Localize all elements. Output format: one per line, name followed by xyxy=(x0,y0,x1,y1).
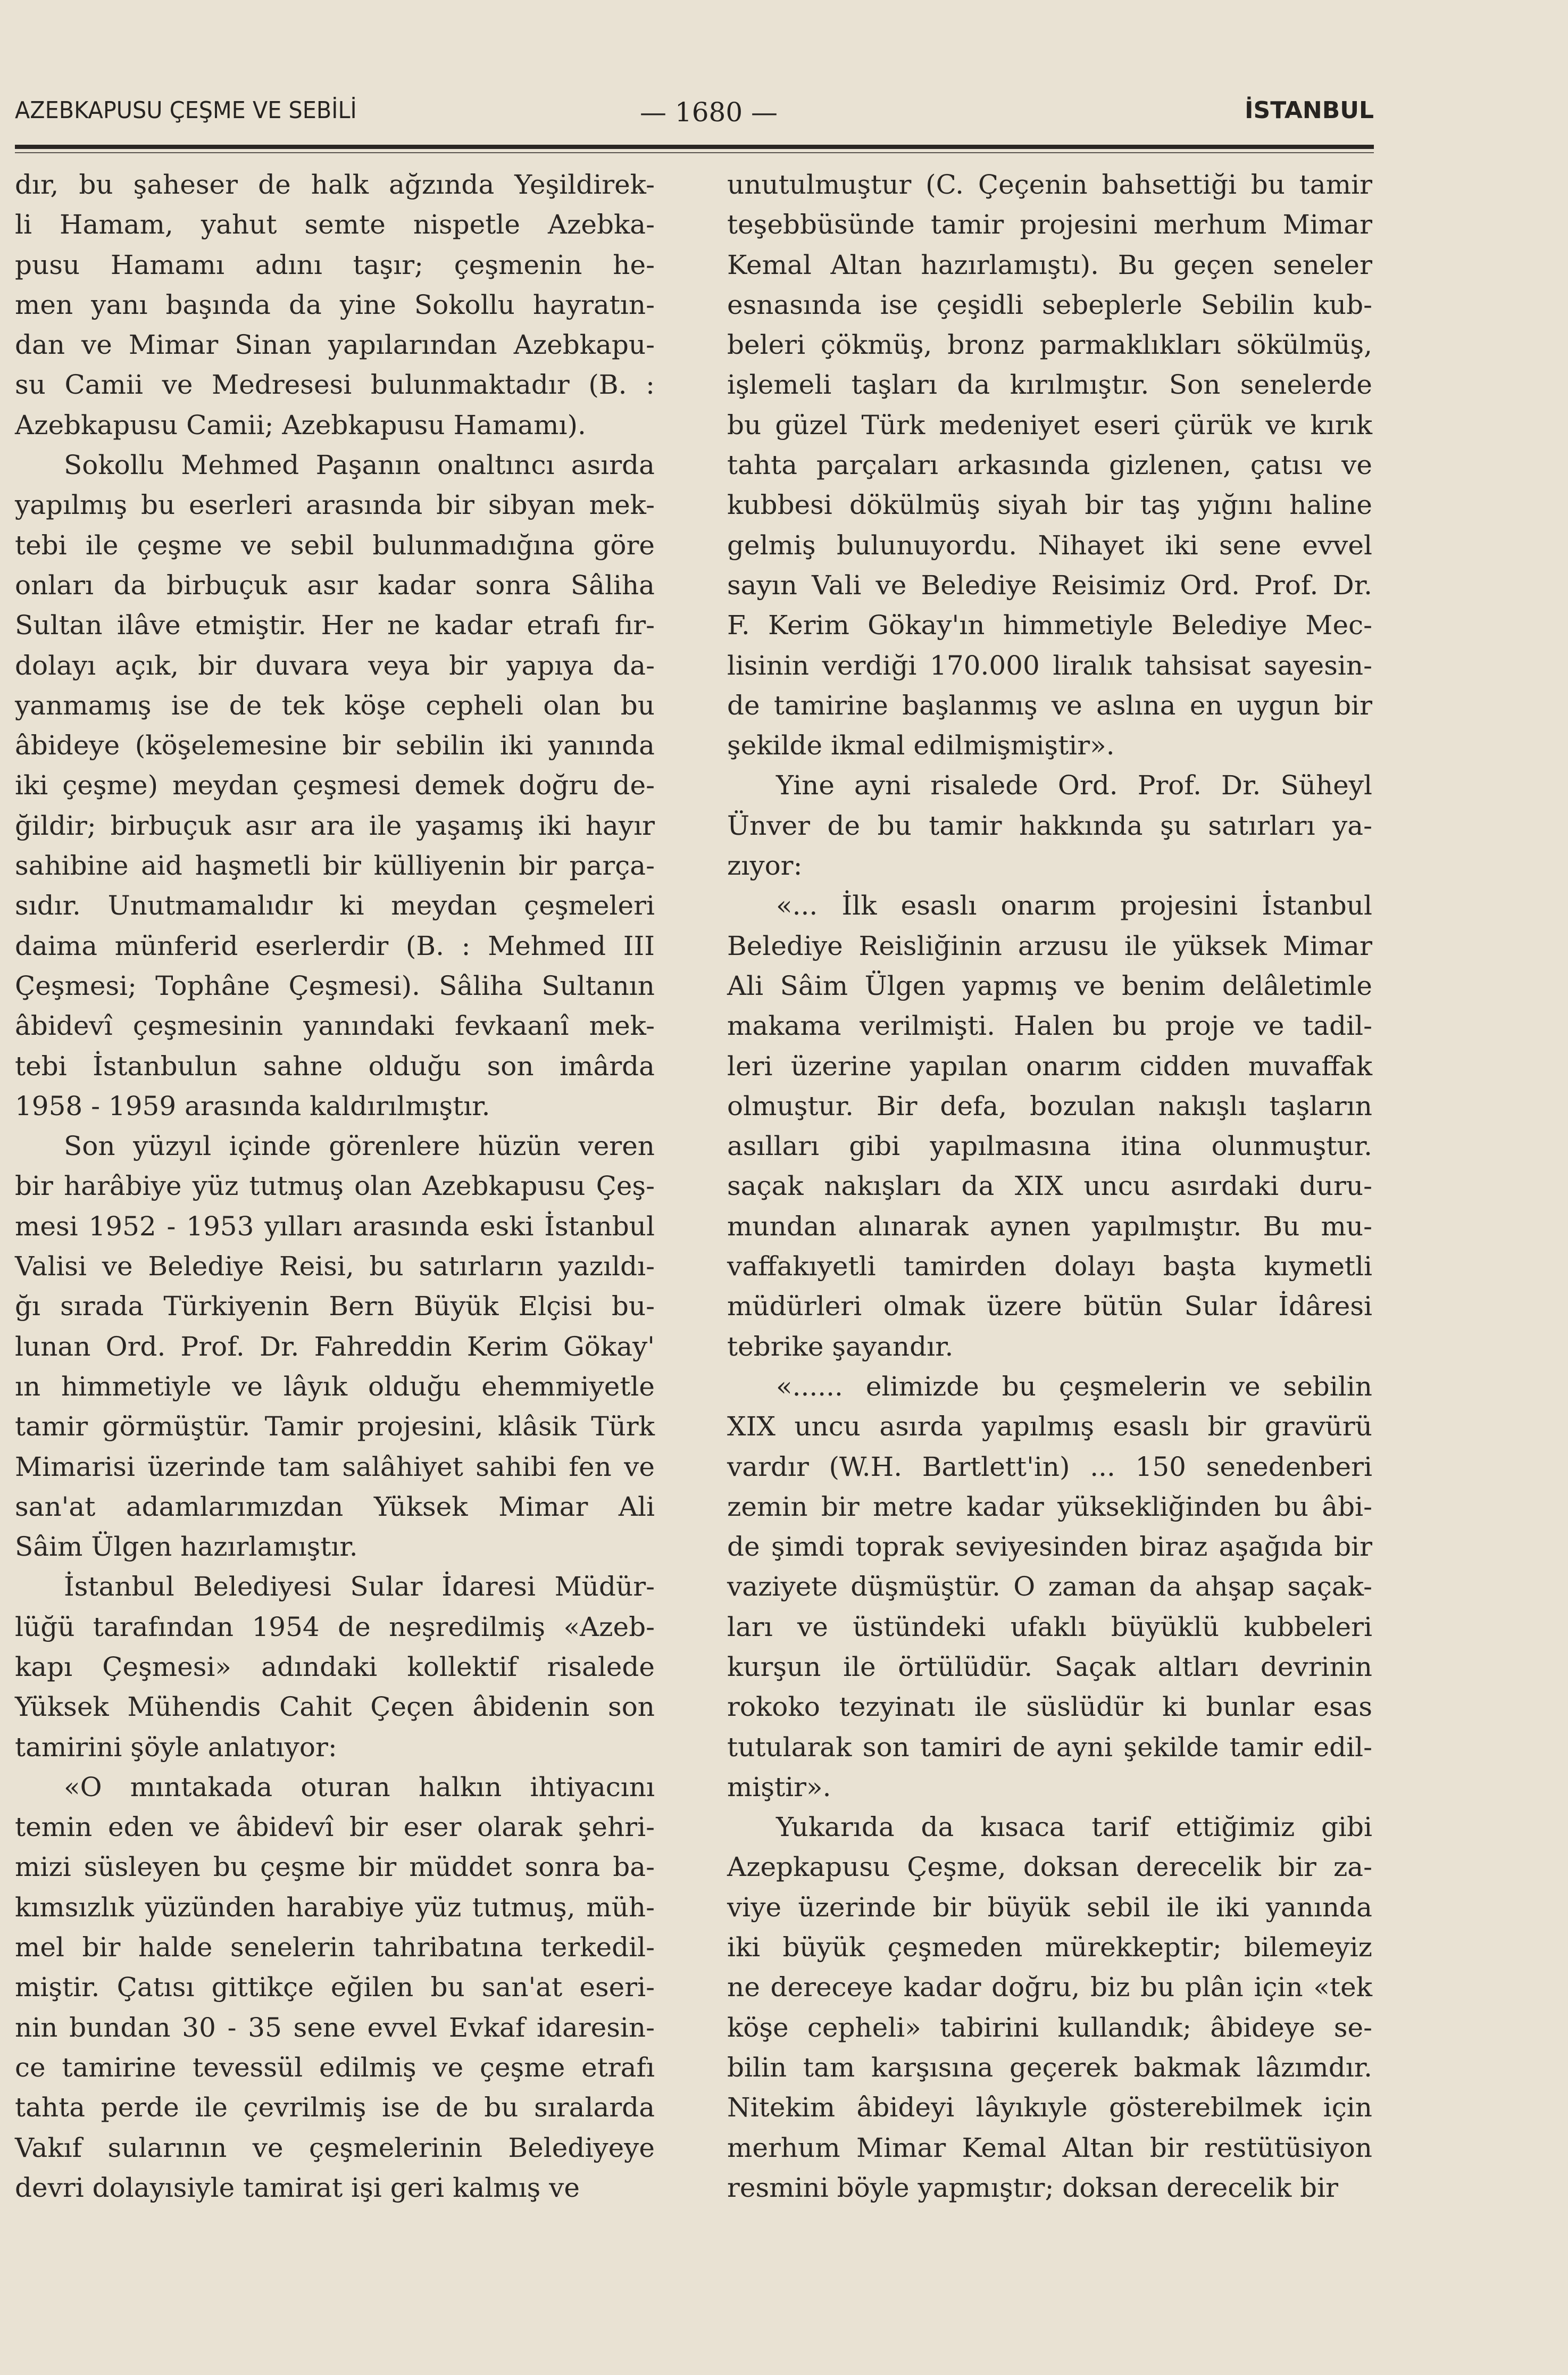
text-line: Ali Sâim Ülgen yapmış ve benim delâletimle xyxy=(727,970,1372,1001)
paragraph xyxy=(727,1807,1372,2208)
text-line: âbideye (köşelemesine bir sebilin iki yanında xyxy=(15,730,655,761)
text-line: «...... elimizde bu çeşmelerin ve sebilin xyxy=(776,1371,1372,1402)
text-line: Mimarisi üzerinde tam salâhiyet sahibi fen ve xyxy=(15,1451,655,1482)
text-line: kurşun ile örtülüdür. Saçak altları devrinin xyxy=(727,1651,1372,1682)
text-line: miştir. Çatısı gittikçe eğilen bu san'at eseri- xyxy=(15,1972,655,2003)
paragraph xyxy=(727,886,1372,1367)
text-line: yanmamış ise de tek köşe cepheli olan bu xyxy=(15,690,655,721)
text-line: san'at adamlarımızdan Yüksek Mimar Ali xyxy=(15,1491,655,1522)
text-line: bilin tam karşısına geçerek bakmak lâzımdır. xyxy=(727,2052,1372,2083)
text-line: Yüksek Mühendis Cahit Çeçen âbidenin son xyxy=(15,1691,655,1723)
text-line: lüğü tarafından 1954 de neşredilmiş «Azeb- xyxy=(15,1611,655,1642)
page-header xyxy=(15,97,1374,142)
text-line: sıdır. Unutmamalıdır ki meydan çeşmeleri xyxy=(15,890,655,921)
header-rule xyxy=(15,145,1374,149)
text-line: tebi ile çeşme ve sebil bulunmadığına göre xyxy=(15,529,655,561)
text-line: kubbesi dökülmüş siyah bir taş yığını haline xyxy=(727,489,1372,521)
running-head-section: İSTANBUL xyxy=(1245,97,1374,124)
header-rule-thin xyxy=(15,152,1374,153)
text-line: XIX uncu asırda yapılmış esaslı bir gravürü xyxy=(727,1411,1372,1442)
text-line: devri dolayısiyle tamirat işi geri kalmış ve xyxy=(15,2172,580,2203)
text-line: gelmiş bulunuyordu. Nihayet iki sene evvel xyxy=(727,529,1372,561)
text-line: saçak nakışları da XIX uncu asırdaki duru- xyxy=(727,1170,1372,1202)
paragraph xyxy=(15,1126,655,1567)
text-line: miştir». xyxy=(727,1771,831,1803)
text-line: lisinin verdiği 170.000 liralık tahsisat sayesin- xyxy=(727,650,1372,681)
text-line: merhum Mimar Kemal Altan bir restütüsiyon xyxy=(727,2132,1372,2163)
running-head-title: AZEBKAPUSU ÇEŞME VE SEBİLİ xyxy=(15,97,357,124)
text-line: Valisi ve Belediye Reisi, bu satırların yazıldı- xyxy=(15,1251,655,1282)
text-line: Sâim Ülgen hazırlamıştır. xyxy=(15,1531,358,1563)
text-line: âbidevî çeşmesinin yanındaki fevkaanî mek- xyxy=(15,1010,655,1042)
right-column xyxy=(727,165,1372,2208)
text-line: Azebkapusu Camii; Azebkapusu Hamamı). xyxy=(15,409,586,441)
text-line: Ünver de bu tamir hakkında şu satırları ya- xyxy=(727,810,1372,841)
text-line: bir harâbiye yüz tutmuş olan Azebkapusu Çeş- xyxy=(15,1170,655,1202)
left-column xyxy=(15,165,655,2208)
text-line: pusu Hamamı adını taşır; çeşmenin he- xyxy=(15,249,655,280)
text-line: Belediye Reisliğinin arzusu ile yüksek Mimar xyxy=(727,930,1372,961)
text-line: nin bundan 30 - 35 sene evvel Evkaf idaresin- xyxy=(15,2012,655,2043)
text-line: temin eden ve âbidevî bir eser olarak şehri- xyxy=(15,1812,655,1843)
text-line: li Hamam, yahut semte nispetle Azebka- xyxy=(15,209,655,240)
text-line: tamirini şöyle anlatıyor: xyxy=(15,1731,337,1763)
text-line: köşe cepheli» tabirini kullandık; âbideye se- xyxy=(727,2012,1372,2043)
text-line: vaffakıyetli tamirden dolayı başta kıymetli xyxy=(727,1251,1372,1282)
text-line: bu güzel Türk medeniyet eseri çürük ve kırık xyxy=(727,409,1372,441)
text-line: ce tamirine tevessül edilmiş ve çeşme etrafı xyxy=(15,2052,655,2083)
text-line: tebrike şayandır. xyxy=(727,1331,954,1362)
text-line: teşebbüsünde tamir projesini merhum Mimar xyxy=(727,209,1372,240)
text-line: iki büyük çeşmeden mürekkeptir; bilemeyiz xyxy=(727,1932,1372,1963)
text-line: iki çeşme) meydan çeşmesi demek doğru de- xyxy=(15,770,655,801)
text-line: şekilde ikmal edilmişmiştir». xyxy=(727,730,1115,761)
text-line: dan ve Mimar Sinan yapılarından Azebkapu- xyxy=(15,329,655,361)
text-line: unutulmuştur (C. Çeçenin bahsettiği bu tamir xyxy=(727,169,1372,200)
text-line: esnasında ise çeşidli sebeplerle Sebilin kub- xyxy=(727,289,1372,320)
text-line: tahta parçaları arkasında gizlenen, çatısı ve xyxy=(727,450,1372,481)
text-line: makama verilmişti. Halen bu proje ve tadil- xyxy=(727,1010,1372,1042)
text-line: vardır (W.H. Bartlett'in) ... 150 senedenberi xyxy=(727,1451,1372,1482)
text-line: beleri çökmüş, bronz parmaklıkları sökülmüş, xyxy=(727,329,1372,361)
text-line: resmini böyle yapmıştır; doksan derecelik bir xyxy=(727,2172,1339,2203)
text-line: İstanbul Belediyesi Sular İdaresi Müdür- xyxy=(64,1571,655,1602)
text-line: vaziyete düşmüştür. O zaman da ahşap saçak- xyxy=(727,1571,1372,1602)
text-line: lunan Ord. Prof. Dr. Fahreddin Kerim Gökay' xyxy=(15,1331,655,1362)
text-line: ları ve üstündeki ufaklı büyüklü kubbeleri xyxy=(727,1611,1372,1642)
text-line: işlemeli taşları da kırılmıştır. Son senelerde xyxy=(727,369,1372,401)
paragraph xyxy=(727,766,1372,886)
text-line: kapı Çeşmesi» adındaki kollektif risalede xyxy=(15,1651,655,1682)
text-line: men yanı başında da yine Sokollu hayratın- xyxy=(15,289,655,320)
text-line: yapılmış bu eserleri arasında bir sibyan mek- xyxy=(15,489,655,521)
text-line: de tamirine başlanmış ve aslına en uygun bir xyxy=(727,690,1372,721)
text-line: ğildir; birbuçuk asır ara ile yaşamış iki hayır xyxy=(15,810,655,841)
text-line: dır, bu şaheser de halk ağzında Yeşildirek- xyxy=(15,169,655,200)
text-line: ın himmetiyle ve lâyık olduğu ehemmiyetle xyxy=(15,1371,655,1402)
paragraph xyxy=(15,445,655,1126)
text-line: de şimdi toprak seviyesinden biraz aşağıda bir xyxy=(727,1531,1372,1563)
text-line: mel bir halde senelerin tahribatına terkedil- xyxy=(15,1932,655,1963)
text-line: daima münferid eserlerdir (B. : Mehmed III xyxy=(15,930,655,961)
text-line: leri üzerine yapılan onarım cidden muvaffak xyxy=(727,1050,1372,1082)
text-line: ne dereceye kadar doğru, biz bu plân için «tek xyxy=(727,1972,1372,2003)
text-line: onları da birbuçuk asır kadar sonra Sâliha xyxy=(15,569,655,601)
text-line: sayın Vali ve Belediye Reisimiz Ord. Prof. Dr. xyxy=(727,569,1372,601)
text-line: tebi İstanbulun sahne olduğu son imârda xyxy=(15,1050,655,1082)
text-line: F. Kerim Gökay'ın himmetiyle Belediye Mec- xyxy=(727,610,1372,641)
text-line: 1958 - 1959 arasında kaldırılmıştır. xyxy=(15,1090,490,1122)
text-line: zıyor: xyxy=(727,850,803,882)
paragraph xyxy=(15,165,655,445)
text-line: su Camii ve Medresesi bulunmaktadır (B. : xyxy=(15,369,655,401)
page-number: — 1680 — xyxy=(640,97,778,128)
paragraph xyxy=(15,1567,655,1767)
text-line: mizi süsleyen bu çeşme bir müddet sonra ba- xyxy=(15,1851,655,1883)
text-line: müdürleri olmak üzere bütün Sular İdâresi xyxy=(727,1291,1372,1322)
paragraph xyxy=(15,1767,655,2208)
paragraph xyxy=(727,1367,1372,1807)
text-line: mundan alınarak aynen yapılmıştır. Bu mu- xyxy=(727,1210,1372,1242)
text-line: ğı sırada Türkiyenin Bern Büyük Elçisi bu- xyxy=(15,1291,655,1322)
text-line: tutularak son tamiri de ayni şekilde tamir edil- xyxy=(727,1731,1372,1763)
text-line: «... İlk esaslı onarım projesini İstanbul xyxy=(776,890,1372,921)
text-line: Nitekim âbideyi lâyıkıyle gösterebilmek için xyxy=(727,2092,1372,2123)
text-line: viye üzerinde bir büyük sebil ile iki yanında xyxy=(727,1891,1372,1923)
text-line: dolayı açık, bir duvara veya bir yapıya da- xyxy=(15,650,655,681)
text-line: Sokollu Mehmed Paşanın onaltıncı asırda xyxy=(64,450,655,481)
text-line: olmuştur. Bir defa, bozulan nakışlı taşların xyxy=(727,1090,1372,1122)
text-line: sahibine aid haşmetli bir külliyenin bir parça- xyxy=(15,850,655,882)
text-line: Yine ayni risalede Ord. Prof. Dr. Süheyl xyxy=(776,770,1372,801)
text-line: Azepkapusu Çeşme, doksan derecelik bir za- xyxy=(727,1851,1372,1883)
text-line: kımsızlık yüzünden harabiye yüz tutmuş, müh- xyxy=(15,1891,655,1923)
text-line: tamir görmüştür. Tamir projesini, klâsik Türk xyxy=(15,1411,655,1442)
text-line: rokoko tezyinatı ile süslüdür ki bunlar esas xyxy=(727,1691,1372,1723)
text-line: Çeşmesi; Tophâne Çeşmesi). Sâliha Sultanın xyxy=(15,970,655,1001)
text-line: Yukarıda da kısaca tarif ettiğimiz gibi xyxy=(776,1812,1372,1843)
text-line: Vakıf sularının ve çeşmelerinin Belediyeye xyxy=(15,2132,655,2163)
text-line: zemin bir metre kadar yüksekliğinden bu âbi- xyxy=(727,1491,1372,1522)
text-line: mesi 1952 - 1953 yılları arasında eski İstanbul xyxy=(15,1210,655,1242)
text-line: Son yüzyıl içinde görenlere hüzün veren xyxy=(64,1131,655,1162)
paragraph xyxy=(727,165,1372,766)
text-line: asılları gibi yapılmasına itina olunmuştur. xyxy=(727,1131,1372,1162)
text-line: «O mıntakada oturan halkın ihtiyacını xyxy=(64,1771,655,1803)
text-line: Sultan ilâve etmiştir. Her ne kadar etrafı fır- xyxy=(15,610,655,641)
text-line: Kemal Altan hazırlamıştı). Bu geçen seneler xyxy=(727,249,1372,280)
text-line: tahta perde ile çevrilmiş ise de bu sıralarda xyxy=(15,2092,655,2123)
